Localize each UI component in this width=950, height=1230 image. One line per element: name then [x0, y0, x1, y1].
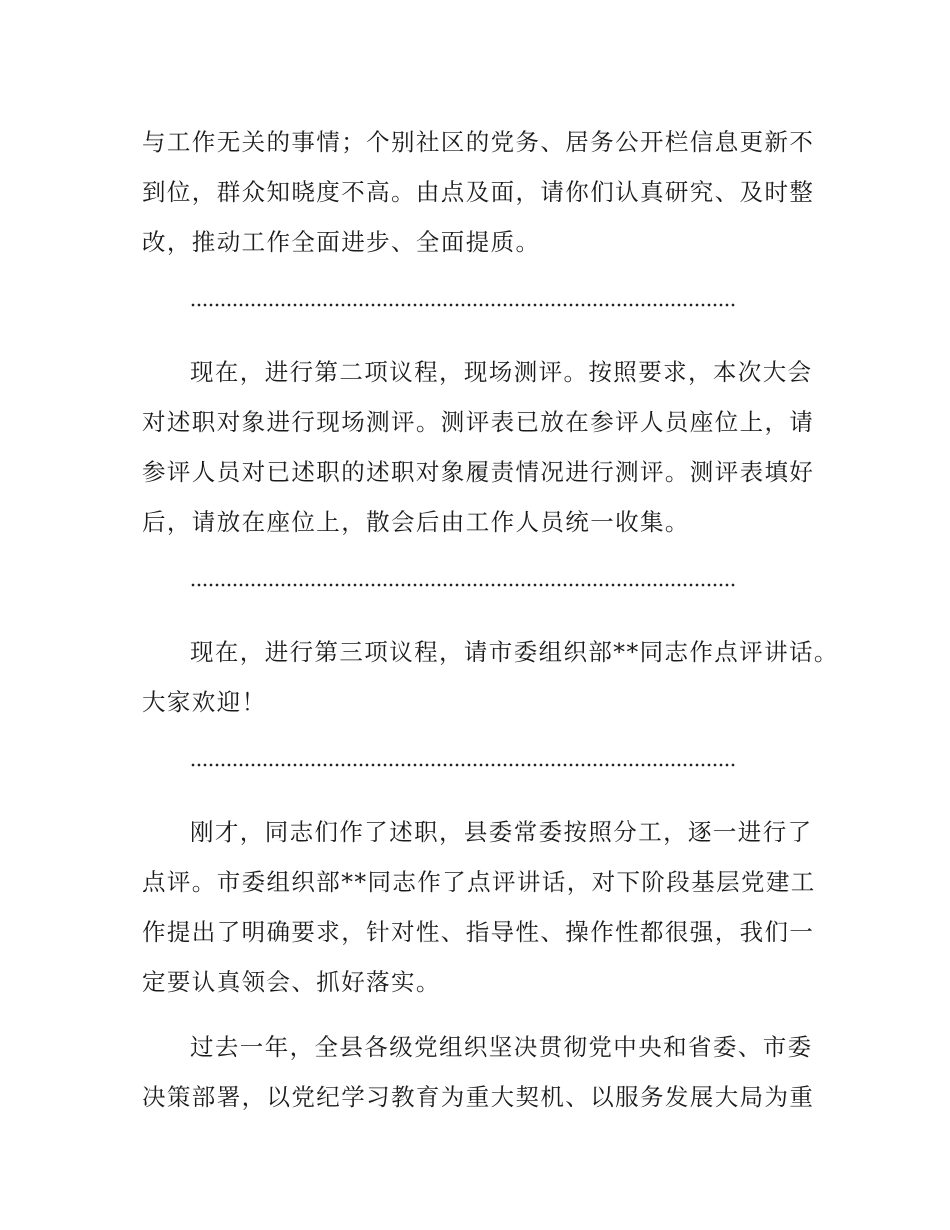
ellipsis-divider-1 — [190, 303, 735, 307]
paragraph-1-line-3: 改，推动工作全面进步、全面提质。 — [142, 228, 541, 256]
paragraph-5-line-1: 过去一年，全县各级党组织坚决贯彻党中央和省委、市委 — [190, 1033, 813, 1061]
paragraph-4-line-1: 刚才，同志们作了述职，县委常委按照分工，逐一进行了 — [190, 818, 813, 846]
paragraph-3-line-1: 现在，进行第三项议程，请市委组织部**同志作点评讲话。 — [190, 638, 839, 666]
paragraph-2-line-3: 参评人员对已述职的述职对象履责情况进行测评。测评表填好 — [142, 458, 815, 486]
paragraph-4-line-2: 点评。市委组织部**同志作了点评讲话，对下阶段基层党建工 — [142, 868, 816, 896]
paragraph-4-line-3: 作提出了明确要求，针对性、指导性、操作性都很强，我们一 — [142, 918, 815, 946]
paragraph-3-line-2: 大家欢迎！ — [142, 688, 267, 716]
paragraph-2-line-1: 现在，进行第二项议程，现场测评。按照要求，本次大会 — [190, 358, 813, 386]
paragraph-1-line-1: 与工作无关的事情；个别社区的党务、居务公开栏信息更新不 — [142, 128, 815, 156]
paragraph-1-line-2: 到位，群众知晓度不高。由点及面，请你们认真研究、及时整 — [142, 178, 815, 206]
paragraph-2-line-4: 后，请放在座位上，散会后由工作人员统一收集。 — [142, 508, 690, 536]
ellipsis-divider-2 — [190, 583, 735, 587]
paragraph-2-line-2: 对述职对象进行现场测评。测评表已放在参评人员座位上，请 — [142, 408, 815, 436]
paragraph-4-line-4: 定要认真领会、抓好落实。 — [142, 968, 441, 996]
ellipsis-divider-3 — [190, 763, 735, 767]
paragraph-5-line-2: 决策部署，以党纪学习教育为重大契机、以服务发展大局为重 — [142, 1083, 815, 1111]
